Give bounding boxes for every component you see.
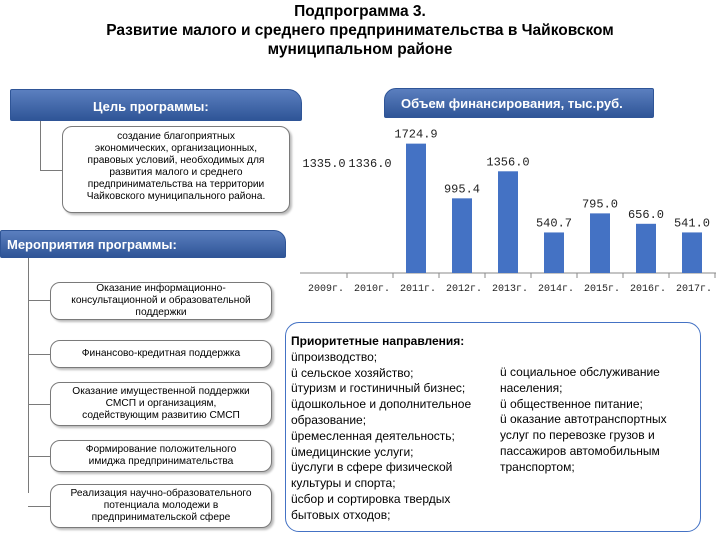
priority-item: üпроизводство; [291, 349, 378, 364]
bar [636, 224, 656, 273]
priority-item: пассажиров автомобильным [500, 443, 660, 458]
data-label: 541.0 [673, 216, 711, 231]
activity-item [50, 282, 272, 320]
x-tick-label: 2014г. [537, 284, 575, 295]
activities-connector [28, 404, 50, 405]
goal-line: правовых условий, необходимых для [87, 155, 265, 166]
activity-line: потенциала молодежи в [103, 500, 219, 511]
goal-connector-horizontal [40, 170, 62, 171]
funding-chart [298, 118, 718, 303]
x-tick-label: 2011г. [399, 284, 437, 295]
activities-connector [28, 506, 50, 507]
bar [406, 144, 426, 273]
priority-item: транспортом; [500, 459, 575, 474]
activity-line: Оказание имущественной поддержки [72, 386, 250, 397]
data-label: 1335.0 [302, 156, 346, 171]
activities-connector [28, 456, 50, 457]
bar [590, 213, 610, 273]
title-line-2: Развитие малого и среднего предпринимательства в Чайковском [106, 22, 614, 39]
priority-item: üсбор и сортировка твердых [291, 491, 451, 506]
data-label: 995.4 [443, 182, 481, 197]
priority-item: ü сельское хозяйство; [291, 365, 414, 380]
priority-heading: Приоритетные направления: [291, 334, 465, 348]
x-tick-label: 2016г. [629, 284, 667, 295]
activity-line: Формирование положительного [85, 444, 237, 455]
priority-item: бытовых отходов; [291, 507, 391, 522]
activity-item [50, 382, 272, 426]
goal-line: предпринимательства на территории [87, 179, 265, 190]
goal-line: Чайковского муниципального района. [86, 191, 266, 202]
activity-item [50, 340, 272, 368]
activity-line: Реализация научно-образовательного [70, 488, 252, 499]
priority-item: üуслуги в сфере физической [291, 460, 453, 475]
activity-line: предпринимательской сфере [91, 512, 231, 523]
activity-line: поддержки [135, 307, 187, 318]
data-label: 1336.0 [348, 156, 392, 171]
activities-connector [28, 300, 50, 301]
priority-item: üремесленная деятельность; [291, 428, 455, 443]
bar [544, 232, 564, 273]
bar [452, 198, 472, 273]
x-tick-label: 2015г. [583, 284, 621, 295]
activity-item [50, 484, 272, 528]
funding-header [384, 88, 654, 118]
data-label: 1724.9 [394, 127, 438, 142]
goal-connector-vertical [40, 121, 41, 171]
x-tick-label: 2017г. [675, 284, 713, 295]
funding-header-label: Объем финансирования, тыс.руб. [401, 96, 623, 111]
x-tick-label: 2009г. [307, 284, 345, 295]
bar [682, 232, 702, 273]
goal-description [62, 126, 290, 213]
activities-connector [28, 354, 50, 355]
priority-item: üмедицинские услуги; [291, 444, 414, 459]
activity-line: содействующим развитию СМСП [82, 410, 240, 421]
x-tick-label: 2012г. [445, 284, 483, 295]
activity-line: консультационной и образовательной [71, 295, 251, 306]
priority-item: üдошкольное и дополнительное [291, 397, 472, 412]
data-label: 656.0 [627, 207, 665, 222]
priority-item: услуг по перевозке грузов и [500, 428, 655, 443]
bar [498, 171, 518, 273]
priority-item: населения; [500, 380, 563, 395]
priority-item: üтуризм и гостиничный бизнес; [291, 381, 466, 396]
goal-line: экономических, организационных, [94, 143, 258, 154]
priority-item: образование; [291, 412, 367, 427]
page-title [0, 2, 720, 59]
activity-line: имиджа предпринимательства [88, 456, 234, 467]
priority-item: ü общественное питание; [500, 396, 643, 411]
data-label: 1356.0 [486, 155, 530, 170]
activity-line: Оказание информационно- [96, 283, 226, 294]
goal-line: создание благоприятных [117, 131, 235, 142]
activity-item [50, 440, 272, 472]
priority-item: культуры и спорта; [291, 476, 396, 491]
title-line-3: муниципальном районе [267, 41, 453, 58]
priorities-left-column [291, 334, 471, 524]
x-tick-label: 2010г. [353, 284, 391, 295]
activity-line: СМСП и организациям, [105, 398, 217, 409]
goal-header-label: Цель программы: [93, 99, 209, 114]
activities-header-label: Мероприятия программы: [7, 237, 177, 252]
title-line-1: Подпрограмма 3. [294, 3, 426, 20]
priority-item: ü социальное обслуживание [500, 365, 660, 379]
activities-connector-vertical [28, 258, 29, 493]
data-label: 795.0 [581, 197, 619, 212]
goal-line: развития малого и среднего [109, 167, 243, 178]
x-tick-label: 2013г. [491, 284, 529, 295]
activity-line: Финансово-кредитная поддержка [81, 348, 241, 359]
priorities-right-column [500, 365, 667, 476]
activities-header [0, 230, 286, 258]
data-label: 540.7 [535, 216, 573, 231]
goal-header [10, 89, 302, 121]
priority-item: ü оказание автотранспортных [500, 412, 667, 427]
